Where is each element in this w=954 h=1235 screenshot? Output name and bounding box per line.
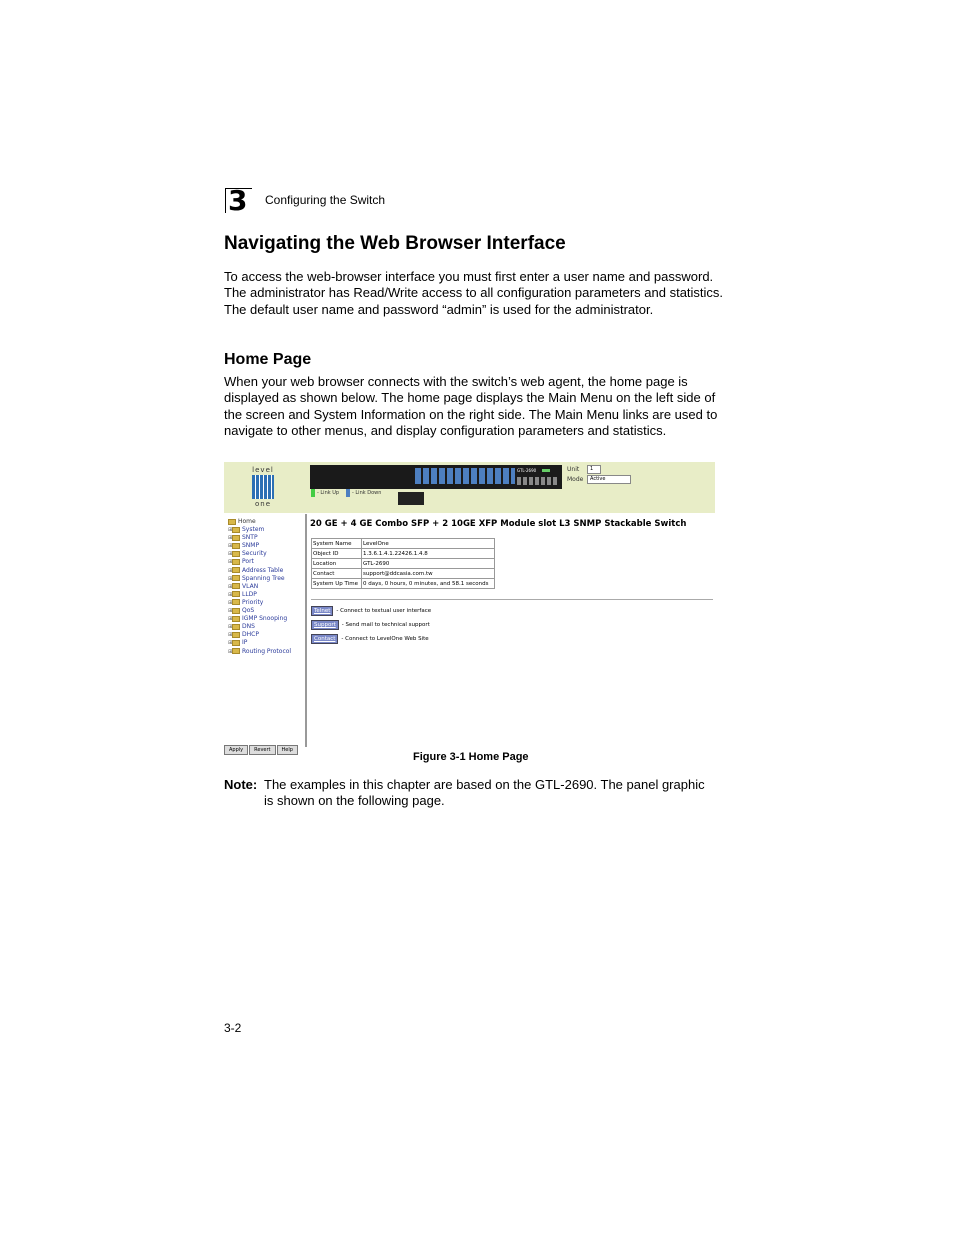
folder-icon <box>228 519 236 525</box>
menu-buttons <box>224 736 299 755</box>
telnet-row: Telnet - Connect to textual user interface <box>311 606 431 616</box>
chapter-number: 3 <box>228 184 248 217</box>
folder-icon <box>232 559 240 565</box>
expand-icon: ⊞ <box>228 608 233 615</box>
menu-item[interactable]: ⊞ DNS <box>228 623 255 631</box>
link-down-swatch <box>346 489 350 497</box>
folder-icon <box>232 648 240 654</box>
table-row: Object ID 1.3.6.1.4.1.22426.1.4.8 <box>312 549 495 559</box>
unit-label: Unit <box>567 466 580 473</box>
folder-icon <box>232 527 240 533</box>
expand-icon: ⊞ <box>228 535 233 542</box>
note-label: Note: <box>224 777 258 792</box>
body-paragraph: When your web browser connects with the switch’s web agent, the home page is displayed as shown below. The home page displays the Main Menu on the left side of the screen and System Information on the right side. The Main Menu links are used to navigate to other menus, and display configuration parameters and statistics. <box>224 374 718 439</box>
expand-icon: ⊞ <box>228 599 233 606</box>
expand-icon: ⊞ <box>228 559 233 566</box>
folder-icon <box>232 616 240 622</box>
table-row: System Up Time 0 days, 0 hours, 0 minutes, and 58.1 seconds <box>312 579 495 589</box>
system-information <box>310 514 715 747</box>
expand-icon: ⊞ <box>228 567 233 574</box>
main-menu <box>224 514 307 753</box>
table-row: Contact support@ddcasia.com.tw <box>312 569 495 579</box>
expand-icon: ⊞ <box>228 551 233 558</box>
link-down-legend: - Link Down <box>352 490 382 496</box>
expand-icon: ⊞ <box>228 648 233 655</box>
page-number: 3-2 <box>224 1021 242 1035</box>
folder-icon <box>232 543 240 549</box>
menu-item[interactable]: ⊞ LLDP <box>228 590 257 598</box>
logo-mark-icon <box>252 475 274 499</box>
expand-icon: ⊞ <box>228 543 233 550</box>
menu-item[interactable]: ⊞ SNMP <box>228 542 260 550</box>
expand-icon: ⊞ <box>228 583 233 590</box>
folder-icon <box>232 608 240 614</box>
menu-item[interactable]: ⊞ IGMP Snooping <box>228 615 288 623</box>
menu-item[interactable]: Home <box>228 518 291 526</box>
system-info-table <box>311 538 495 589</box>
subsection-heading: Home Page <box>224 351 312 368</box>
folder-icon <box>232 624 240 630</box>
menu-item[interactable]: ⊞ Port <box>228 558 254 566</box>
menu-item[interactable]: ⊞ VLAN <box>228 582 259 590</box>
expand-icon: ⊞ <box>228 591 233 598</box>
port-array <box>415 468 515 484</box>
apply-button[interactable]: Apply <box>224 745 248 755</box>
expand-icon: ⊞ <box>228 632 233 639</box>
switch-panel-graphic[interactable] <box>310 465 562 489</box>
levelone-logo: level one <box>252 466 274 508</box>
table-row: Location GTL-2690 <box>312 559 495 569</box>
section-heading: Navigating the Web Browser Interface <box>224 233 566 254</box>
support-button[interactable]: Support <box>311 620 339 630</box>
panel-model-label: GTL-2690 <box>517 468 537 473</box>
folder-icon <box>232 640 240 646</box>
note-text: The examples in this chapter are based on the GTL-2690. The panel graphic is shown on the following page. <box>264 777 705 809</box>
divider <box>311 599 713 600</box>
folder-icon <box>232 567 240 573</box>
folder-icon <box>232 583 240 589</box>
folder-icon <box>232 632 240 638</box>
contact-row: Contact - Connect to LevelOne Web Site <box>311 634 429 644</box>
contact-button[interactable]: Contact <box>311 634 338 644</box>
telnet-button[interactable]: Telnet <box>311 606 333 616</box>
mode-label: Mode <box>567 476 584 483</box>
menu-item[interactable]: ⊞ IP <box>228 639 248 647</box>
menu-item[interactable]: ⊞ System <box>228 526 265 534</box>
menu-item[interactable]: ⊞ Security <box>228 550 267 558</box>
menu-item[interactable]: ⊞ DHCP <box>228 631 259 639</box>
help-button[interactable]: Help <box>277 745 298 755</box>
table-row: System Name LevelOne <box>312 539 495 549</box>
expand-icon: ⊞ <box>228 640 233 647</box>
menu-item[interactable]: ⊞ SNTP <box>228 534 258 542</box>
figure-caption: Figure 3-1 Home Page <box>413 751 529 763</box>
intro-paragraph: To access the web-browser interface you must first enter a user name and password. The administrator has Read/Write access to all configuration parameters and statistics. The default user name and password “admin” is used for the administrator. <box>224 269 724 317</box>
folder-icon <box>232 591 240 597</box>
menu-item[interactable]: ⊞ Spanning Tree <box>228 574 285 582</box>
unit-select[interactable]: 1 <box>587 465 601 474</box>
switch-title: 20 GE + 4 GE Combo SFP + 2 10GE XFP Module slot L3 SNMP Stackable Switch <box>310 519 687 529</box>
stack-buttons[interactable] <box>398 492 424 505</box>
mode-select[interactable]: Active <box>587 475 631 484</box>
expand-icon: ⊞ <box>228 624 233 631</box>
menu-tree <box>228 518 291 656</box>
support-row: Support - Send mail to technical support <box>311 620 430 630</box>
link-up-legend: - Link Up <box>317 490 340 496</box>
folder-icon <box>232 575 240 581</box>
module-slots <box>517 477 557 485</box>
folder-icon <box>232 535 240 541</box>
revert-button[interactable]: Revert <box>249 745 275 755</box>
banner <box>224 462 715 513</box>
expand-icon: ⊞ <box>228 527 233 534</box>
chapter-title: Configuring the Switch <box>265 193 386 207</box>
expand-icon: ⊞ <box>228 575 233 582</box>
expand-icon: ⊞ <box>228 616 233 623</box>
menu-item[interactable]: ⊞ Routing Protocol <box>228 647 292 655</box>
panel-led-icon <box>542 469 550 472</box>
folder-icon <box>232 599 240 605</box>
folder-icon <box>232 551 240 557</box>
menu-item[interactable]: ⊞ Address Table <box>228 566 284 574</box>
home-page-screenshot <box>224 462 715 753</box>
menu-item[interactable]: ⊞ QoS <box>228 607 255 615</box>
menu-item[interactable]: ⊞ Priority <box>228 598 264 606</box>
link-up-swatch <box>311 489 315 497</box>
